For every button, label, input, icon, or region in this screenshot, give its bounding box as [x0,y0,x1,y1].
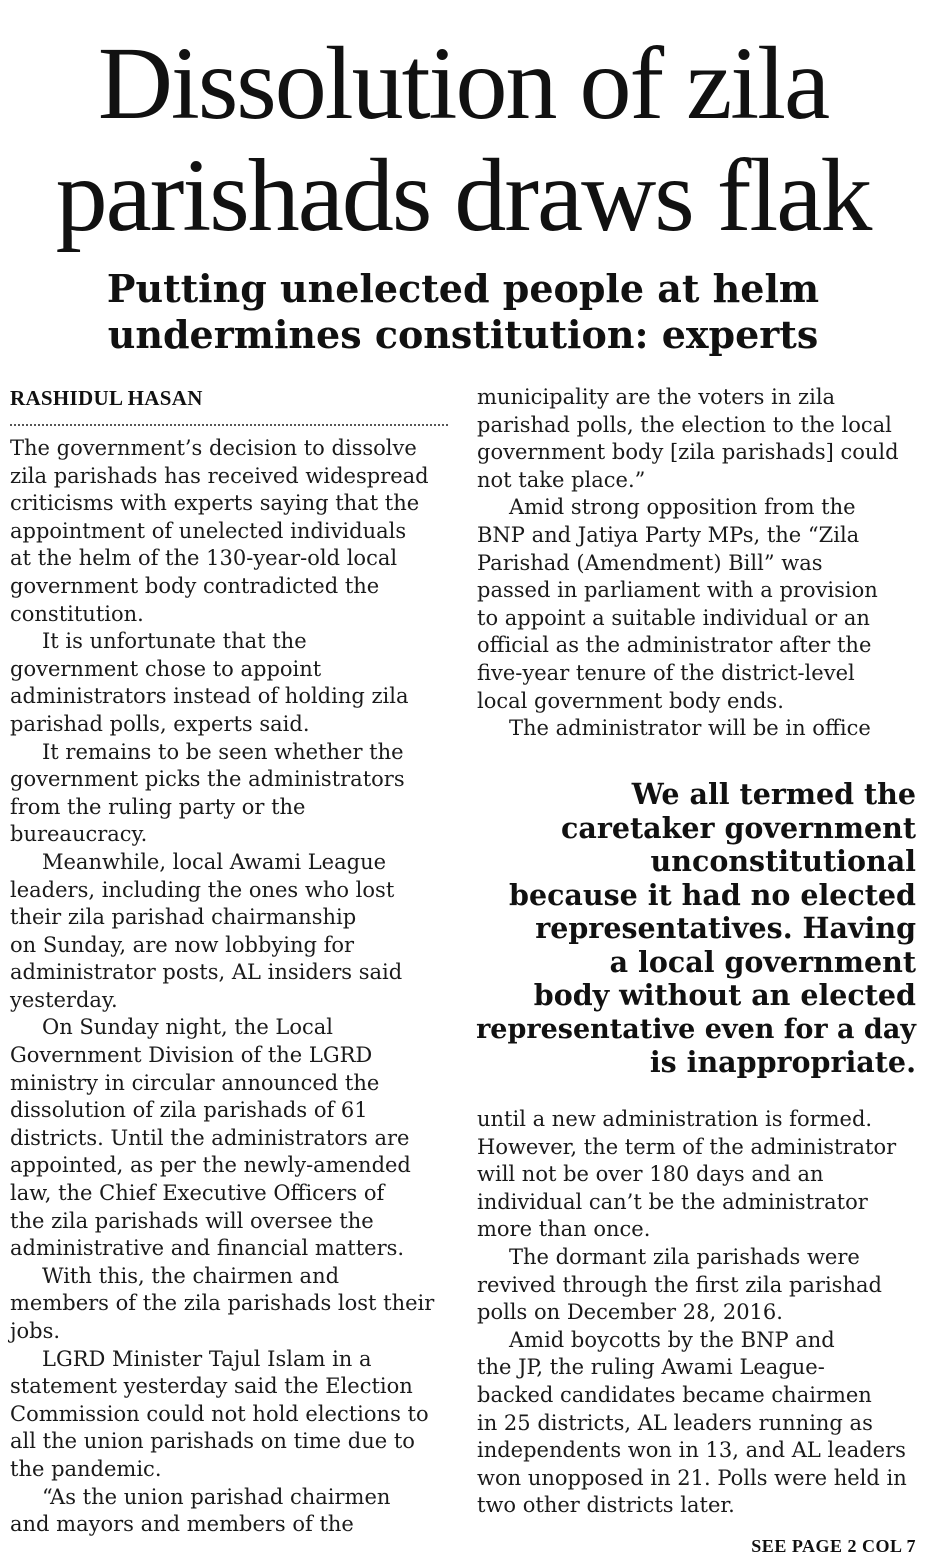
article-line: won unopposed in 21. Polls were held in [477,1465,907,1490]
article-line: administrator posts, AL insiders said [10,960,403,985]
article-line: two other districts later. [477,1493,735,1518]
article-line: to appoint a suitable individual or an [477,605,870,630]
article-line: government chose to appoint [10,656,322,681]
article-line: bureaucracy. [10,822,148,847]
article-line: the JP, the ruling Awami League- [477,1355,825,1380]
article-line: individual can’t be the administrator [477,1189,868,1214]
article-line: members of the zila parishads lost their [10,1291,435,1316]
article-line: The government’s decision to dissolve [10,436,417,460]
pull-quote-line: because it had no elected [509,877,916,912]
pull-quote-line: a local government [609,944,916,979]
byline-divider [10,424,448,426]
article-line: Government Division of the LGRD [10,1043,373,1068]
article-line: appointment of unelected individuals [10,518,407,543]
article-column-1 [10,435,455,1539]
article-line: With this, the chairmen and [42,1263,340,1288]
headline-line: parishads draws flak [55,138,871,253]
article-line: at the helm of the 130-year-old local [10,546,398,571]
article-line: However, the term of the administrator [477,1134,897,1159]
article-line: government body [zila parishads] could [477,440,899,465]
pull-quote-line: representative even for a day [476,1013,916,1045]
article-line: It remains to be seen whether the [42,739,404,764]
article-line: Parishad (Amendment) Bill” was [477,550,823,575]
article-line: “As the union parishad chairmen [42,1484,391,1509]
article-line: passed in parliament with a provision [477,578,878,603]
pull-quote-line: body without an elected [533,978,916,1012]
article-line: their zila parishad chairmanship [10,905,357,930]
article-line: backed candidates became chairmen [477,1382,872,1407]
subheadline [0,266,926,358]
article-line: Amid boycotts by the BNP and [509,1327,835,1352]
article-line: will not be over 180 days and an [477,1162,824,1187]
article-line: On Sunday night, the Local [42,1015,334,1040]
pull-quote-line: caretaker government [561,810,916,845]
article-line: official as the administrator after the [477,633,872,658]
pull-quote [476,778,916,1080]
article-line: parishad polls, the election to the local [477,412,892,437]
article-line: administrative and financial matters. [10,1236,405,1261]
pull-quote-line: unconstitutional [650,844,916,878]
headline [0,28,926,252]
headline-line: Dissolution of zila [97,26,829,141]
article-line: constitution. [10,601,144,626]
article-line: districts. Until the administrators are [10,1125,410,1150]
pull-quote-line: We all termed the [631,777,916,811]
article-column-2-bottom [477,1106,917,1520]
byline: RASHIDUL HASAN [10,386,203,410]
article-line: dissolution of zila parishads of 61 [10,1098,368,1123]
article-line: municipality are the voters in zila [477,385,836,409]
article-line: ministry in circular announced the [10,1070,380,1095]
article-line: the zila parishads will oversee the [10,1208,374,1233]
article-line: The dormant zila parishads were [509,1244,860,1269]
article-line: law, the Chief Executive Officers of [10,1181,385,1206]
article-line: BNP and Jatiya Party MPs, the “Zila [477,522,860,547]
article-line: independents won in 13, and AL leaders [477,1438,906,1463]
article-line: not take place.” [477,467,646,492]
article-line: statement yesterday said the Election [10,1374,413,1399]
article-line: government body contradicted the [10,573,380,598]
article-line: It is unfortunate that the [42,629,307,654]
article-line: on Sunday, are now lobbying for [10,932,355,957]
article-line: appointed, as per the newly-amended [10,1153,411,1178]
pull-quote-line: is inappropriate. [649,1045,916,1079]
article-line: administrators instead of holding zila [10,684,409,709]
article-line: Commission could not hold elections to [10,1401,429,1426]
article-line: the pandemic. [10,1456,162,1481]
article-line: from the ruling party or the [10,794,306,819]
article-line: in 25 districts, AL leaders running as [477,1410,873,1435]
article-line: The administrator will be in office [509,716,871,741]
article-line: Amid strong opposition from the [509,495,856,520]
article-line: and mayors and members of the [10,1512,354,1537]
article-line: criticisms with experts saying that the [10,491,420,516]
article-line: Meanwhile, local Awami League [42,849,387,874]
subheadline-line: undermines constitution: experts [107,312,819,357]
article-line: yesterday. [10,987,118,1012]
article-line: all the union parishads on time due to [10,1429,415,1454]
article-line: revived through the first zila parishad [477,1272,882,1297]
article-line: LGRD Minister Tajul Islam in a [42,1346,372,1371]
article-line: zila parishads has received widespread [10,463,429,488]
article-line: local government body ends. [477,688,784,713]
article-line: government picks the administrators [10,767,405,792]
continuation-note[interactable]: SEE PAGE 2 COL 7 [751,1536,916,1556]
article-line: more than once. [477,1217,651,1242]
article-line: five-year tenure of the district-level [477,660,855,685]
article-column-2-top [477,384,917,743]
subheadline-line: Putting unelected people at helm [106,266,820,311]
article-line: leaders, including the ones who lost [10,877,395,902]
pull-quote-line: representatives. Having [535,911,916,945]
article-line: polls on December 28, 2016. [477,1300,783,1325]
article-line: parishad polls, experts said. [10,711,310,736]
article-line: jobs. [10,1319,61,1343]
article-line: until a new administration is formed. [477,1107,873,1131]
